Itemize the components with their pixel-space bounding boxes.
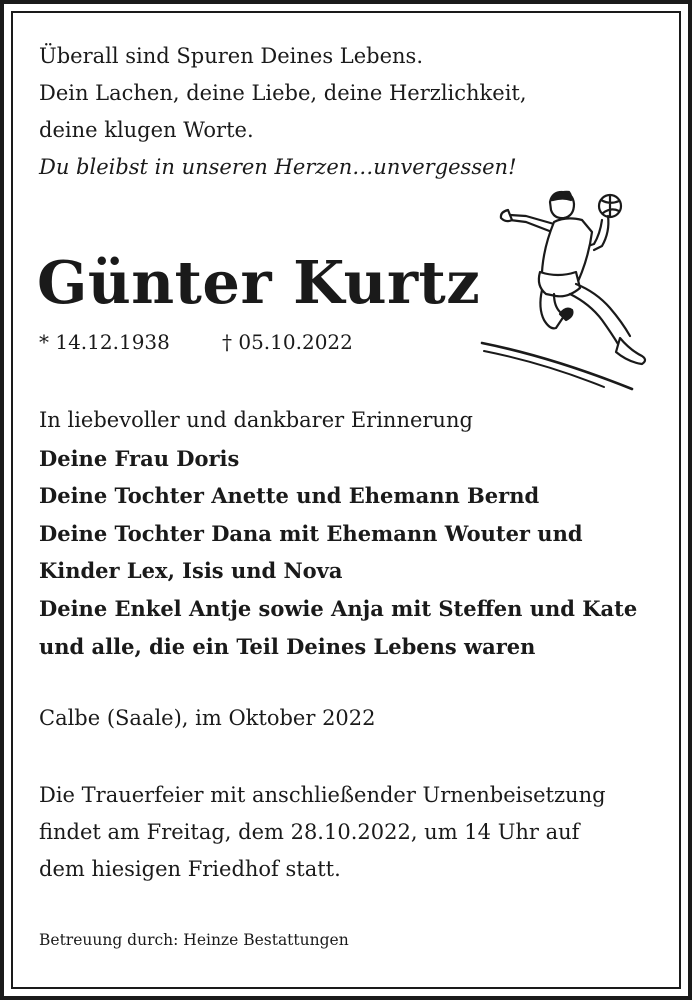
mourner-line: Deine Frau Doris <box>39 445 240 471</box>
birth-date: * 14.12.1938 <box>39 330 170 354</box>
deceased-name: Günter Kurtz <box>37 248 481 317</box>
death-date: † 05.10.2022 <box>222 330 353 354</box>
mourner-line: Kinder Lex, Isis und Nova <box>39 558 343 584</box>
verse-line: deine klugen Worte. <box>39 118 254 142</box>
verse-italic-line: Du bleibst in unseren Herzen…unvergessen! <box>39 155 517 179</box>
place-date: Calbe (Saale), im Oktober 2022 <box>39 706 376 730</box>
funeral-line: Die Trauerfeier mit anschließender Urnenbeisetzung <box>39 783 606 807</box>
mourner-line: Deine Enkel Antje sowie Anja mit Steffen und Kate <box>39 595 638 621</box>
funeral-notice <box>39 777 606 888</box>
verse-line: Dein Lachen, deine Liebe, deine Herzlichkeit, <box>39 81 527 105</box>
mourner-line: Deine Tochter Anette und Ehemann Bernd <box>39 483 540 509</box>
verse-line: Überall sind Spuren Deines Lebens. <box>39 44 423 68</box>
funeral-line: dem hiesigen Friedhof statt. <box>39 857 341 881</box>
undertaker-credit: Betreuung durch: Heinze Bestattungen <box>39 931 349 949</box>
mourners <box>39 402 637 665</box>
mourners-intro: In liebevoller und dankbarer Erinnerung <box>39 408 473 432</box>
life-dates <box>39 328 353 356</box>
funeral-line: findet am Freitag, dem 28.10.2022, um 14 Uhr auf <box>39 820 580 844</box>
verse <box>39 38 527 186</box>
mourner-line: und alle, die ein Teil Deines Lebens waren <box>39 633 536 659</box>
mourner-line: Deine Tochter Dana mit Ehemann Wouter und <box>39 520 583 546</box>
handball-player-icon <box>470 180 670 395</box>
